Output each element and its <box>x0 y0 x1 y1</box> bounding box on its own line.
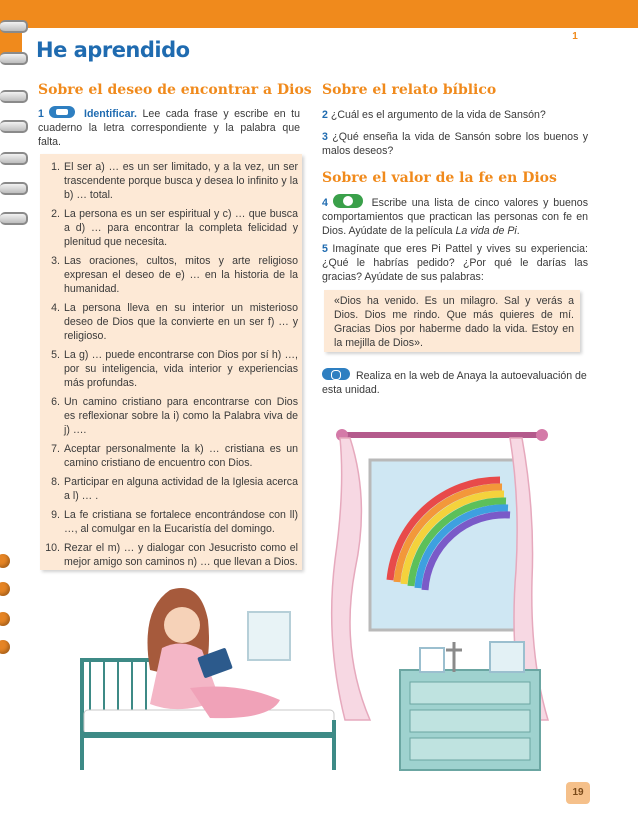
list-item-text: Un camino cristiano para encontrarse con Dios es reflexionar sobre la i) como la Palabra viva de j) …. <box>64 396 298 436</box>
list-item-number: 10. <box>45 542 60 554</box>
spiral-ring <box>0 182 28 195</box>
unit-number-badge: 1 <box>566 28 584 46</box>
binding-dot <box>0 612 10 626</box>
web-note-text: Realiza en la web de Anaya la autoevaluación de esta unidad. <box>322 370 587 396</box>
list-item-text: Aceptar personalmente la k) … cristiana es un camino cristiano de encuentro con Dios. <box>64 443 298 469</box>
list-item-text: La persona es un ser espiritual y c) … que busca a d) … para encontrar la completa felicidad y plenitud que necesita. <box>64 208 298 248</box>
plant-pill-icon <box>333 194 363 208</box>
list-item-text: Las oraciones, cultos, mitos y arte religioso expresan el deseo de e) … en la historia de la humanidad. <box>64 255 298 295</box>
spiral-ring <box>0 20 28 33</box>
list-item <box>46 254 298 296</box>
right-section-heading-1: Sobre el relato bíblico <box>322 82 497 98</box>
spiral-ring <box>0 52 28 65</box>
list-item-number: 2. <box>51 208 60 220</box>
list-item <box>46 301 298 343</box>
binding-dot <box>0 640 10 654</box>
pencil-pill-icon <box>49 106 75 118</box>
question-text: ¿Qué enseña la vida de Sansón sobre los buenos y malos deseos? <box>322 131 588 157</box>
unit-label: UNIDAD <box>522 33 560 43</box>
question-text: Escribe una lista de cinco valores y buenos comportamientos que practican las personas con fe en Dios. Ayúdate de la película <box>322 197 588 237</box>
list-item-number: 8. <box>51 476 60 488</box>
list-item-number: 7. <box>51 443 60 455</box>
list-item <box>46 160 298 202</box>
question-number: 2 <box>322 109 328 121</box>
question-1 <box>38 106 300 149</box>
question-number: 1 <box>38 108 44 120</box>
question-number: 3 <box>322 131 328 143</box>
list-item-text: Rezar el m) … y dialogar con Jesucristo como el mejor amigo son caminos n) … que llevan a Dios. <box>64 542 298 568</box>
spiral-ring <box>0 90 28 103</box>
spiral-ring <box>0 212 28 225</box>
page-title: He aprendido <box>36 38 190 62</box>
spiral-ring <box>0 152 28 165</box>
question-text: Lee cada frase y escribe en tu cuaderno la letra correspondiente y la palabra que falta. <box>38 108 300 148</box>
list-item-number: 5. <box>51 349 60 361</box>
question-number: 4 <box>322 197 328 209</box>
question-text-end: . <box>516 225 520 237</box>
quote-text: «Dios ha venido. Es un milagro. Sal y verás a Dios. Dios me rindo. Que más quieres de mí. Gracias Dios por haberme dado la vida. Estoy en la mejilla de Dios». <box>334 295 574 349</box>
binding-dot <box>0 582 10 596</box>
list-item <box>46 348 298 390</box>
question-2 <box>322 108 592 122</box>
list-item-text: El ser a) … es un ser limitado, y a la vez, un ser trascendente porque busca y desea lo infinito y la b) … total. <box>64 161 298 201</box>
question-5 <box>322 242 588 284</box>
list-item-text: La fe cristiana se fortalece encontrándose con ll) …, al comulgar en la Eucaristía del domingo. <box>64 509 298 535</box>
spiral-ring <box>0 120 28 133</box>
list-item-number: 6. <box>51 396 60 408</box>
list-item-text: La g) … puede encontrarse con Dios por sí h) …, por su inteligencia, vida interior y experiencias más profundas. <box>64 349 298 389</box>
list-item <box>46 207 298 249</box>
question-text: Imagínate que eres Pi Pattel y vives su experiencia: ¿Qué le habrías pedido? ¿Por qué le darías las gracias? Ayúdate de sus palabras: <box>322 243 588 283</box>
web-pill-icon <box>322 368 350 380</box>
page-number: 19 <box>566 782 590 804</box>
list-item-text: Participar en alguna actividad de la Iglesia acerca a l) … . <box>64 476 298 502</box>
left-section-heading: Sobre el deseo de encontrar a Dios <box>38 82 312 98</box>
question-text: ¿Cuál es el argumento de la vida de Sansón? <box>330 109 546 121</box>
question-number: 5 <box>322 243 328 255</box>
binding-dot <box>0 554 10 568</box>
film-title: La vida de Pi <box>455 225 517 237</box>
list-item-number: 3. <box>51 255 60 267</box>
right-section-heading-2: Sobre el valor de la fe en Dios <box>322 170 557 186</box>
question-3 <box>322 130 588 158</box>
list-item-number: 4. <box>51 302 60 314</box>
list-item-text: La persona lleva en su interior un misterioso deseo de Dios que la convierte en un ser f) … y religioso. <box>64 302 298 342</box>
question-4 <box>322 194 588 238</box>
list-item-number: 9. <box>51 509 60 521</box>
bedroom-illustration <box>70 420 590 780</box>
list-item-number: 1. <box>51 161 60 173</box>
question-keyword: Identificar. <box>84 108 137 120</box>
web-note <box>322 368 588 397</box>
